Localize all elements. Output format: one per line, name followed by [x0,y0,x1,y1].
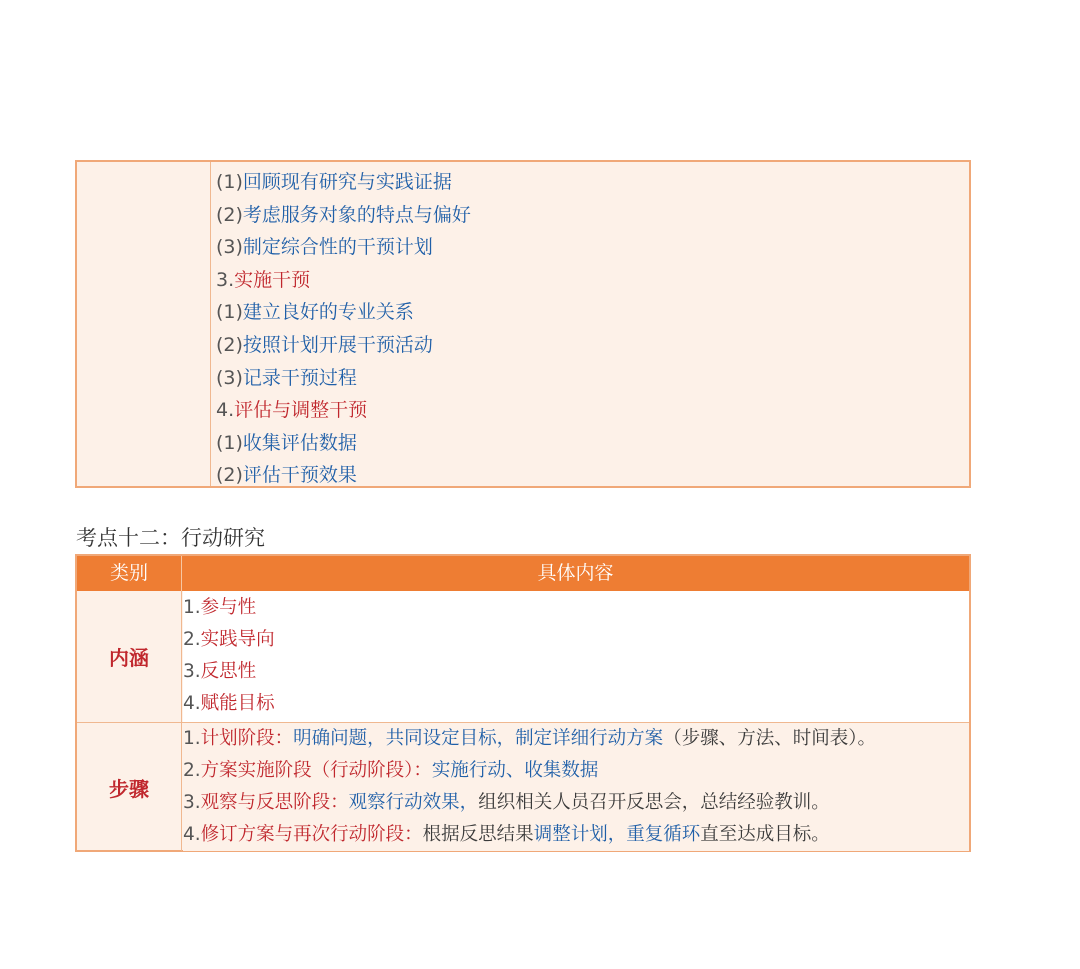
list-item: (2)评估干预效果 [216,464,357,487]
list-item: 1.参与性 [183,597,257,618]
list-item: (2)考虑服务对象的特点与偏好 [216,203,471,226]
list-item: (2)按照计划开展干预活动 [216,333,433,356]
top-content-cell [213,166,969,492]
content-cell [183,723,969,851]
list-item: 4.修订方案与再次行动阶段：根据反思结果调整计划，重复循环直至达成目标。 [183,824,830,845]
list-item: 2.实践导向 [183,629,275,650]
table-row [77,591,969,722]
list-item: (1)回顾现有研究与实践证据 [216,171,452,193]
category-cell: 步骤 [77,723,182,851]
list-item: 2.方案实施阶段（行动阶段）：实施行动、收集数据 [183,760,599,781]
list-item: 1.计划阶段：明确问题，共同设定目标，制定详细行动方案（步骤、方法、时间表）。 [183,728,876,749]
list-item: 4.赋能目标 [183,693,275,714]
header-category: 类别 [77,556,182,591]
list-item: (1)建立良好的专业关系 [216,301,414,324]
content-cell [183,591,969,722]
list-item: (3)制定综合性的干预计划 [216,236,433,259]
action-research-table [75,554,971,852]
list-heading: 3.实施干预 [216,268,311,291]
section-title: 考点十二：行动研究 [76,526,265,550]
top-category-cell [77,162,211,486]
header-content: 具体内容 [537,562,614,584]
top-continuation-table [75,160,971,488]
table-header-row [77,556,969,591]
list-heading: 4.评估与调整干预 [216,399,368,422]
category-cell: 内涵 [77,591,182,722]
list-item: 3.反思性 [183,661,257,682]
list-item: (3)记录干预过程 [216,366,357,389]
list-item: 3.观察与反思阶段：观察行动效果，组织相关人员召开反思会，总结经验教训。 [183,792,830,813]
list-item: (1)收集评估数据 [216,431,357,454]
table-row [77,722,969,851]
